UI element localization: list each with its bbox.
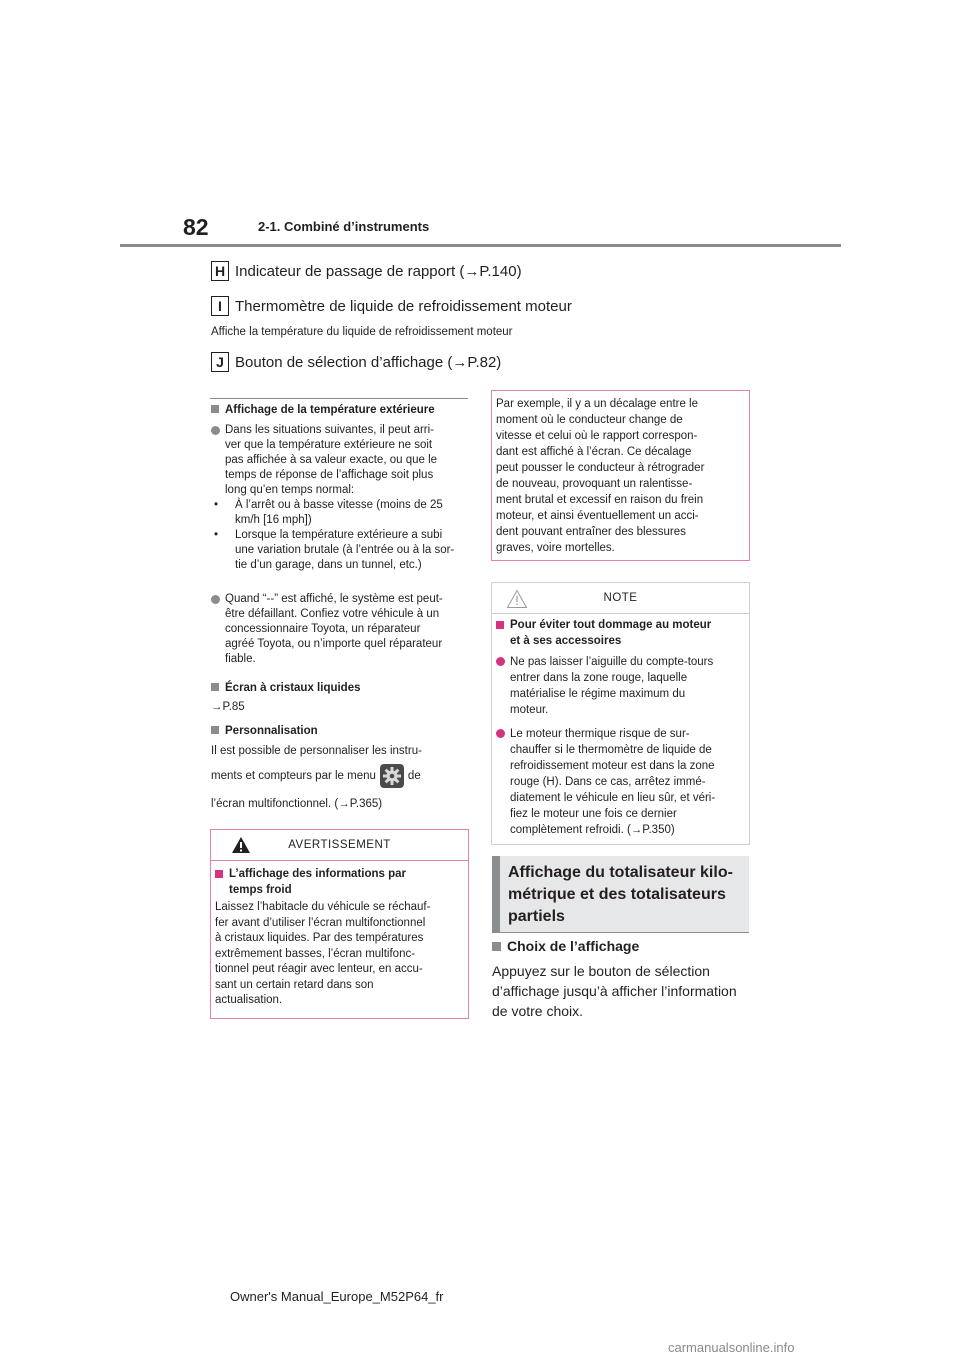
watermark: carmanualsonline.info [668,1340,795,1355]
header-rule [120,244,841,247]
item-i [211,296,572,316]
temp-bullet-1: Dans les situations suivantes, il peut arri- ver que la température extérieure ne soit pas affichée à sa valeur exacte, ou que le temps de réponse de l’affichage soit plus long qu’en temps normal: • À l’arrêt ou à basse vitesse (moins de 25 km/h [16 mph]) • Lorsque la température extérieure a subi une variation brutale (à l’entrée ou à la sor- tie d’un garage, dans un tunnel, etc.) [211,423,471,573]
warning-title: AVERTISSEMENT [288,839,391,851]
item-i-text: Thermomètre de liquide de refroidissement moteur [235,297,572,315]
square-bullet-icon [211,405,219,413]
letter-j-label: J [211,352,229,372]
dash-item-1: • À l’arrêt ou à basse vitesse (moins de 25 km/h [16 mph]) [214,499,443,526]
circle-bullet-icon [211,426,220,435]
left-column-rule [210,398,468,399]
odometer-heading-rule [492,932,749,933]
note-title-bar [492,583,749,614]
note-title: NOTE [603,592,638,604]
custom-line-1: Il est possible de personnaliser les instru- [211,745,422,757]
warning-title-bar [211,830,468,861]
note-box [491,582,750,845]
custom-line-3: l’écran multifonctionnel. (→P.365) [211,798,383,810]
temp-heading: Affichage de la température extérieure [211,402,435,418]
section-title: 2-1. Combiné d’instruments [258,219,430,234]
odometer-section-heading: Affichage du totalisateur kilo- métrique et des totalisateurs partiels [492,856,749,932]
warning-body: Laissez l’habitacle du véhicule se réchauf- fer avant d’utiliser l’écran multifonctionnel à cristaux liquides. Par des températures extrêmement basses, l’écran multifonc- tionnel peut réagir avec lenteur, en accu- sant un certain retard dans son actualisation. [215,901,431,1006]
square-bullet-icon [211,726,219,734]
circle-bullet-icon [496,729,505,738]
lcd-heading: Écran à cristaux liquides [211,680,361,696]
circle-bullet-icon [211,595,220,604]
page-number: 82 [183,214,209,240]
warning-triangle-icon [231,836,251,854]
item-h-text: Indicateur de passage de rapport (→P.140) [235,262,522,280]
item-h [211,261,522,281]
temp-bullet-2: Quand “--” est affiché, le système est peut- être défaillant. Confiez votre véhicule à un concessionnaire Toyota, un réparateur agréé Toyota, ou n’importe quel réparateur fiable. [211,592,471,667]
caution-triangle-icon [506,589,528,609]
warning-continued-box [491,390,750,561]
lcd-reference: →P.85 [211,701,245,713]
square-bullet-icon [492,942,501,951]
footer-manual-id: Owner's Manual_Europe_M52P64_fr [230,1289,444,1304]
choice-body: Appuyez sur le bouton de sélection d’affichage jusqu’à afficher l’information de votre choix. [492,963,737,1019]
circle-bullet-icon [496,657,505,666]
square-bullet-icon [496,621,504,629]
dash-item-2: • Lorsque la température extérieure a subi une variation brutale (à l’entrée ou à la sor- tie d’un garage, dans un tunnel, etc.) [214,529,455,571]
note-heading: Pour éviter tout dommage au moteur et à ses accessoires [496,617,748,649]
letter-i-label: I [211,296,229,316]
square-bullet-icon [215,870,223,878]
note-bullet-1: Ne pas laisser l’aiguille du compte-tours entrer dans la zone rouge, laquelle matérialise le régime maximum du moteur. [496,654,748,718]
warning-continued-text: Par exemple, il y a un décalage entre le moment où le conducteur change de vitesse et celui où le rapport correspon- dant est affiché à l’écran. Ce décalage peut pousser le conducteur à rétrograder de nouveau, provoquant un ralentisse- ment brutal et excessif en raison du frein moteur, et ainsi éventuellement un acci- dent pouvant entraîner des blessures graves, voire mortelles. [496,398,705,554]
custom-heading: Personnalisation [211,723,318,739]
warning-box [210,829,469,1019]
warning-heading: L’affichage des informations par temps froid [215,866,465,898]
custom-line-2: ments et compteurs par le menu de [211,764,421,788]
item-j [211,352,501,372]
item-i-description: Affiche la température du liquide de refroidissement moteur [211,326,513,338]
item-j-text: Bouton de sélection d’affichage (→P.82) [235,353,502,371]
letter-h-label: H [211,261,229,281]
choice-heading: Choix de l’affichage [492,938,639,954]
note-bullet-2: Le moteur thermique risque de sur- chauffer si le thermomètre de liquide de refroidissement moteur est dans la zone rouge (H). Dans ce cas, arrêtez immé- diatement le véhicule en lieu sûr, et véri- fiez le moteur une fois ce dernier complètement refroidi. (→P.350) [496,726,748,838]
gear-icon [380,764,404,788]
square-bullet-icon [211,683,219,691]
